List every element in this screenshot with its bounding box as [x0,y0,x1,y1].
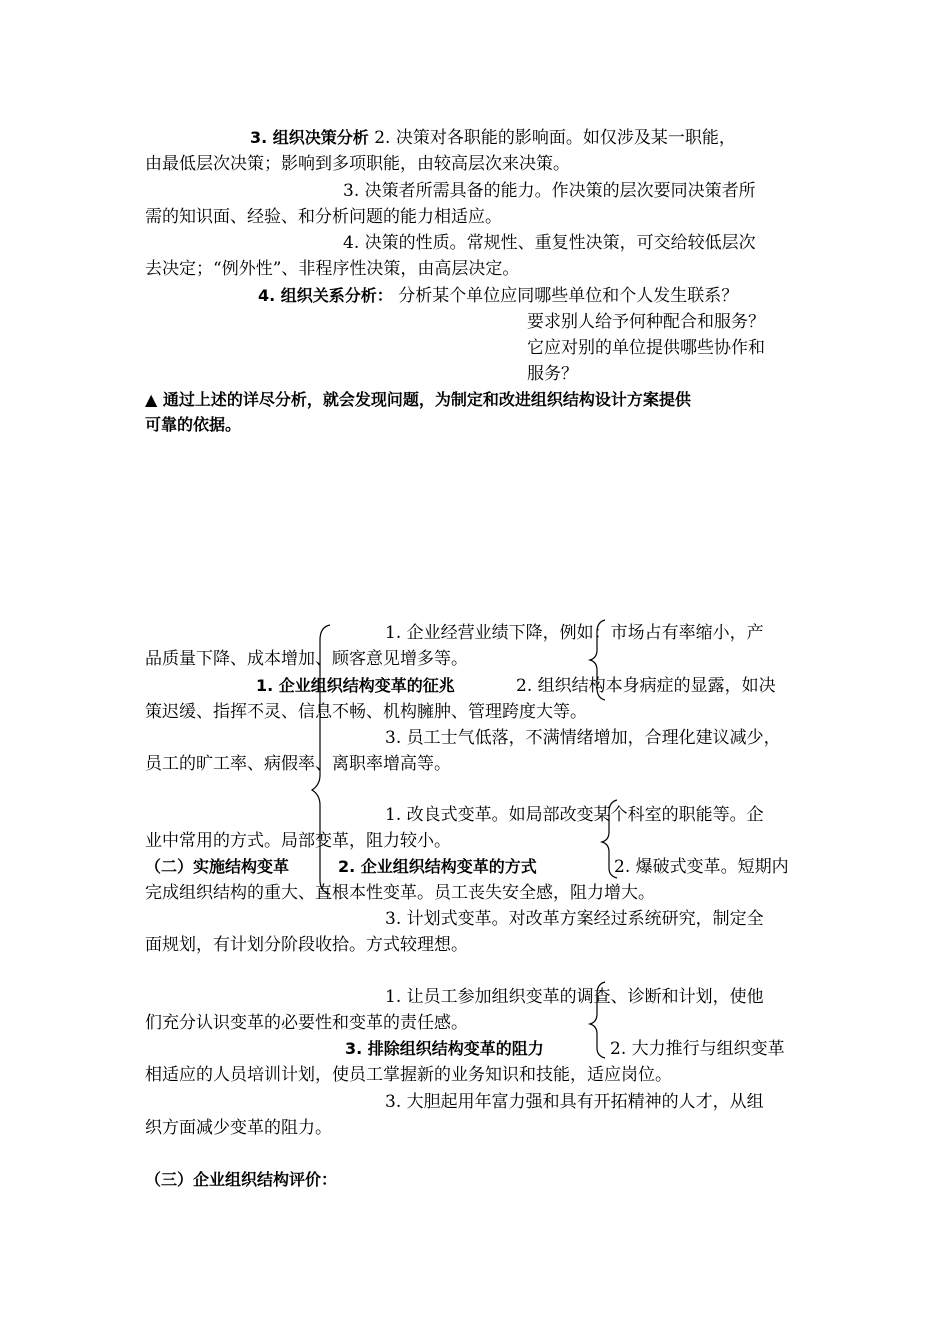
decision-item-4-a: 4. 决策的性质。常规性、重复性决策，可交给较低层次 [343,233,756,253]
signs-item-2-b: 策迟缓、指挥不灵、信息不畅、机构臃肿、管理跨度大等。 [145,702,587,722]
signs-item-1-a: 1. 企业经营业绩下降，例如：市场占有率缩小，产 [385,623,764,643]
resist-item-1-a: 1. 让员工参加组织变革的调查、诊断和计划，使他 [385,987,764,1007]
decision-item-3-a: 3. 决策者所需具备的能力。作决策的层次要同决策者所 [343,181,756,201]
ways-heading: 2. 企业组织结构变革的方式 [338,857,537,876]
relation-question-3: 它应对别的单位提供哪些协作和 [527,338,765,358]
signs-item-3-a: 3. 员工士气低落，不满情绪增加，合理化建议减少， [385,728,781,748]
ways-brace [602,800,617,878]
ways-item-2-a: 2. 爆破式变革。短期内 [614,857,789,877]
evaluation-heading: （三）企业组织结构评价： [145,1170,338,1189]
ways-item-2-b: 完成组织结构的重大、直根本性变革。员工丧失安全感，阻力增大。 [145,883,655,903]
ways-item-1-b: 业中常用的方式。局部变革，阻力较小。 [145,831,451,851]
decision-item-4-b: 去决定；“例外性”、非程序性决策，由高层决定。 [145,259,520,279]
resist-item-2-a: 2. 大力推行与组织变革 [610,1039,785,1059]
resist-item-2-b: 相适应的人员培训计划，使员工掌握新的业务知识和技能，适应岗位。 [145,1065,672,1085]
decision-item-2-b: 由最低层次决策；影响到多项职能，由较高层次来决策。 [145,154,570,174]
ways-item-3-a: 3. 计划式变革。对改革方案经过系统研究，制定全 [385,909,764,929]
relation-question-4: 服务？ [527,364,578,384]
relation-question-2: 要求别人给予何种配合和服务？ [527,312,765,332]
signs-item-1-b: 品质量下降、成本增加、顾客意见增多等。 [145,649,468,669]
signs-item-3-b: 员工的旷工率、病假率、离职率增高等。 [145,754,451,774]
resist-item-3-b: 织方面减少变革的阻力。 [145,1118,332,1138]
main-brace [312,625,330,894]
resist-item-3-a: 3. 大胆起用年富力强和具有开拓精神的人才，从组 [385,1092,764,1112]
main-heading-implement-change: （二）实施结构变革 [145,857,290,876]
signs-item-2-a: 2. 组织结构本身病症的显露，如决 [516,676,776,696]
signs-heading: 1. 企业组织结构变革的征兆 [256,676,455,695]
resist-brace [590,982,605,1058]
decision-analysis-heading: 3. 组织决策分析 [250,128,369,147]
conclusion-line-2: 可靠的依据。 [145,415,242,434]
relation-analysis-heading: 4. 组织关系分析： [258,286,393,305]
signs-brace [590,620,605,700]
relation-question-1: 分析某个单位应同哪些单位和个人发生联系？ [398,286,739,306]
resist-item-1-b: 们充分认识变革的必要性和变革的责任感。 [145,1013,468,1033]
conclusion-line-1: ▲ 通过上述的详尽分析，就会发现问题，为制定和改进组织结构设计方案提供 [145,390,691,409]
decision-item-2-a: 2. 决策对各职能的影响面。如仅涉及某一职能， [374,128,736,148]
ways-item-1-a: 1. 改良式变革。如局部改变某个科室的职能等。企 [385,805,764,825]
ways-item-3-b: 面规划，有计划分阶段收拾。方式较理想。 [145,935,468,955]
resist-heading: 3. 排除组织结构变革的阻力 [345,1039,544,1058]
decision-item-3-b: 需的知识面、经验、和分析问题的能力相适应。 [145,207,502,227]
